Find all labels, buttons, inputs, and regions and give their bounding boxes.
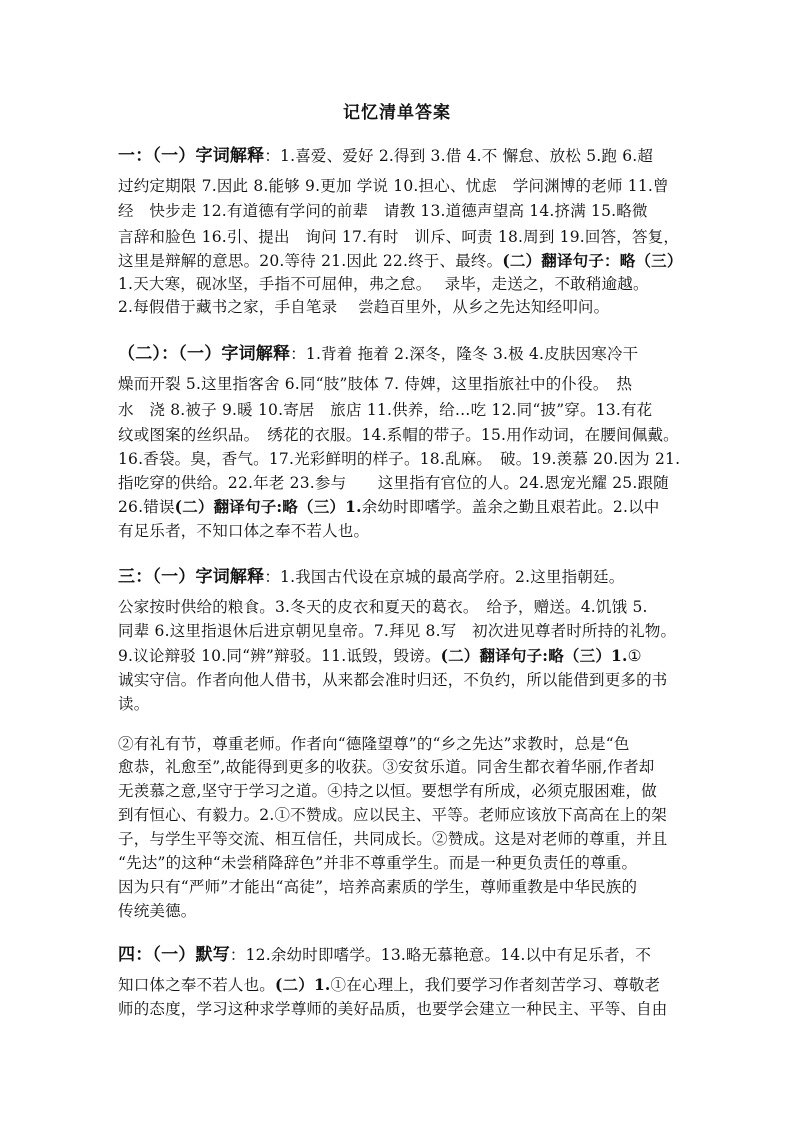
s1-line-5: 这里是辩解的意思。20.等待 21.因此 22.终于、最终。(二）翻译句子：略（三） [118,251,683,270]
s3-line-3: 同辈 6.这里指退休后进京朝见皇帝。7.拜见 8.写 初次进见尊者时所持的礼物。 [118,622,677,640]
s2-line-2: 燥而开裂 5.这里指客舍 6.同“肢”肢体 7. 侍婢，这里指旅社中的仆役。 热 [118,375,633,393]
s2-line-1: （二）：（一）字词解释：1.背着 拖着 2.深冬，隆冬 3.极 4.皮肤因寒冷干 [118,344,639,364]
s2-line-6: 指吃穿的供给。22.年老 23.参与 这里指有官位的人。24.恩宠光耀 25.跟随 [118,474,669,492]
s1-line-1: 一：（一）字词解释：1.喜爱、爱好 2.得到 3.借 4.不 懈怠、放松 5.跑 6.超 [118,146,654,166]
s4-heading: 四：（一）默写 [118,945,230,965]
s3-line-5: 诚实守信。作者向他人借书，从来都会准时归还，不负约，所以能借到更多的书 [118,671,668,689]
s3-line-14: 传统美德。 [118,902,197,920]
s3-line-9: 无羡慕之意,坚守于学习之道。④持之以恒。要想学有所成，必须克服困难，做 [118,782,657,800]
s3-line-2: 公家按时供给的粮食。3.冬天的皮衣和夏天的葛衣。 给予，赠送。4.饥饿 5. [118,598,648,616]
s2-line-7: 26.错误(二）翻译句子:略（三）1.余幼时即嗜学。盖余之勤且艰若此。2.以中 [118,497,660,516]
s2-line-4: 纹或图案的丝织品。 绣花的衣服。14.系帽的带子。15.用作动词，在腰间佩戴。 [118,426,679,444]
s1-line-7: 2.每假借于藏书之家，手自笔录 尝趋百里外，从乡之先达知经叩问。 [118,298,610,316]
s3-line-12: “先达”的这种“未尝稍降辞色”并非不尊重学生。而是一种更负责任的尊重。 [118,854,638,872]
s3-line-10: 到有恒心、有毅力。2.①不赞成。应以民主、平等。老师应该放下高高在上的架 [118,806,667,824]
s1-line-3: 经 快步走 12.有道德有学问的前辈 请教 13.道德声望高 14.挤满 15.略微 [118,202,648,220]
s4-line-1: 四：（一）默写：12.余幼时即嗜学。13.略无慕艳意。14.以中有足乐者，不 [118,945,652,965]
s1-line-6: 1.天大寒，砚冰坚，手指不可屈伸，弗之怠。 录毕，走送之，不敢稍逾越。 [118,275,649,293]
s3-line-4: 9.议论辩驳 10.同“辨”辩驳。11.诋毁，毁谤。(二）翻译句子:略（三）1.① [118,646,642,665]
s3-line-11: 子，与学生平等交流、相互信任，共同成长。②赞成。这是对老师的尊重，并且 [118,830,668,848]
s1-heading: 一：（一）字词解释 [118,146,265,166]
s2-line-3: 水 浇 8.被子 9.暖 10.寄居 旅店 11.供养，给…吃 12.同“披”穿。13.有花 [118,401,653,419]
s2-line-8: 有足乐者，不知口体之奉不若人也。 [118,522,370,540]
s3-heading: 三：（一）字词解释 [118,567,265,587]
s1-line-2: 过约定期限 7.因此 8.能够 9.更加 学说 10.担心、忧虑 学问渊博的老师 11.曾 [118,177,669,195]
s3-line-13: 因为只有“严师”才能出“高徒”，培养高素质的学生，尊师重教是中华民族的 [118,878,638,896]
s3-line-7: ②有礼有节，尊重老师。作者向“德隆望尊”的“乡之先达”求教时，总是“色 [118,735,630,753]
page-title: 记忆清单答案 [343,103,451,123]
s1-line-4: 言辞和脸色 16.引、提出 询问 17.有时 训斥、呵责 18.周到 19.回答，答复， [118,228,680,246]
s2-heading: （二）：（一）字词解释 [118,344,291,364]
s4-line-3: 师的态度，学习这种求学尊师的美好品质，也要学会建立一种民主、平等、自由 [118,1000,668,1018]
s4-line-2: 知口体之奉不若人也。(二）1.①在心理上，我们要学习作者刻苦学习、尊敬老 [118,975,661,994]
s2-line-5: 16.香袋。臭，香气。17.光彩鲜明的样子。18.乱麻。 破。19.羡慕 20.因为 21. [118,450,681,468]
s3-line-6: 读。 [118,695,150,713]
s3-line-1: 三：（一）字词解释：1.我国古代设在京城的最高学府。2.这里指朝廷。 [118,567,625,587]
s3-line-8: 愈恭，礼愈至”,故能得到更多的收获。③安贫乐道。同舍生都衣着华丽,作者却 [118,758,655,776]
